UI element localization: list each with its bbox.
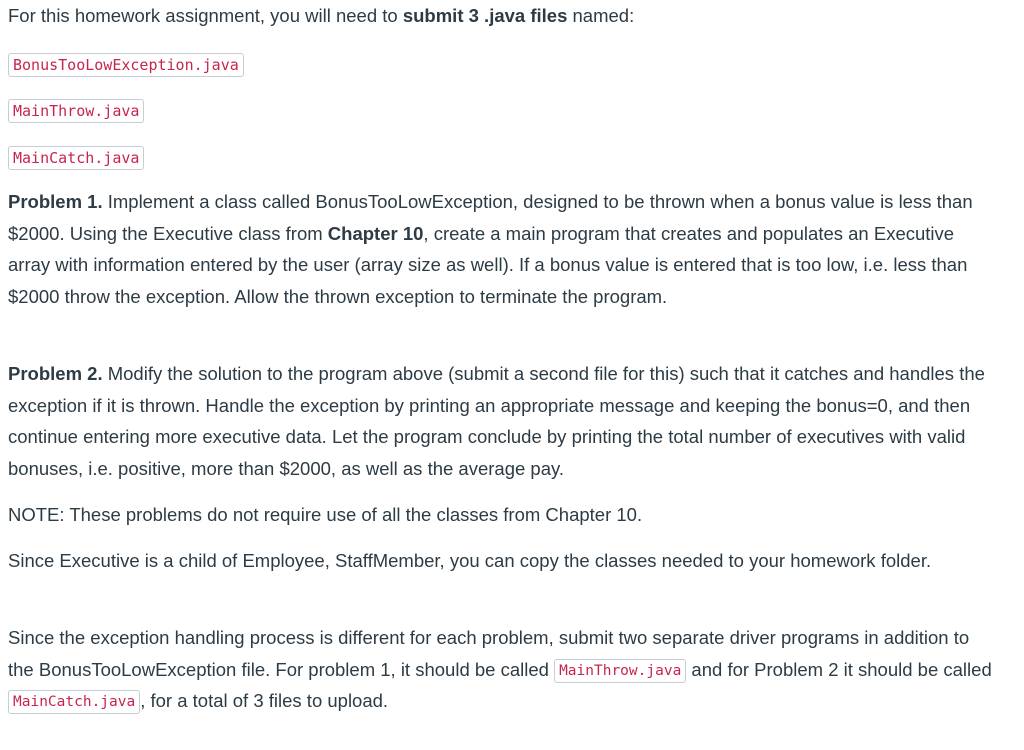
problem-2-paragraph: Problem 2. Modify the solution to the program above (submit a second file for this) such that it catches and handles the exception if it is thrown. Handle the exception by printing an appropriate message and keeping the bonus=0, and then continue entering more executive data. Let the program conclude by printing the total number of executives with valid bonuses, i.e. positive, more than $2000, as well as the average pay. [8, 363, 985, 479]
note-paragraph: NOTE: These problems do not require use of all the classes from Chapter 10. [8, 504, 643, 525]
problem-2-label: Problem 2. [8, 363, 103, 384]
file-name-bonus-exception: BonusTooLowException.java [8, 53, 244, 77]
file-name-main-throw: MainThrow.java [8, 99, 144, 123]
inline-code-main-throw: MainThrow.java [554, 659, 686, 683]
intro-line: For this homework assignment, you will need to submit 3 .java files named: [8, 5, 635, 26]
executive-paragraph: Since Executive is a child of Employee, StaffMember, you can copy the classes needed to your homework folder. [8, 550, 932, 571]
problem-1-paragraph: Problem 1. Implement a class called BonusTooLowException, designed to be thrown when a bonus value is less than $2000. Using the Executive class from Chapter 10, create a main program that creates and populates an Executive array with information entered by the user (array size as well). If a bonus value is entered that is too low, i.e. less than $2000 throw the exception. Allow the thrown exception to terminate the program. [8, 191, 973, 307]
problem-1-label: Problem 1. [8, 191, 103, 212]
file-name-main-catch: MainCatch.java [8, 146, 144, 170]
exception-paragraph: Since the exception handling process is different for each problem, submit two separate driver programs in addition to the BonusTooLowException file. For problem 1, it should be called MainThrow.java and for Problem 2 it should be called MainCatch.java , for a total of 3 files to upload. [8, 622, 998, 717]
intro-bold: submit 3 .java files [402, 5, 568, 26]
inline-code-main-catch: MainCatch.java [8, 690, 140, 714]
file-item [8, 52, 244, 77]
file-item [8, 98, 144, 123]
file-item [8, 145, 144, 170]
chapter-bold: Chapter 10 [327, 222, 424, 244]
